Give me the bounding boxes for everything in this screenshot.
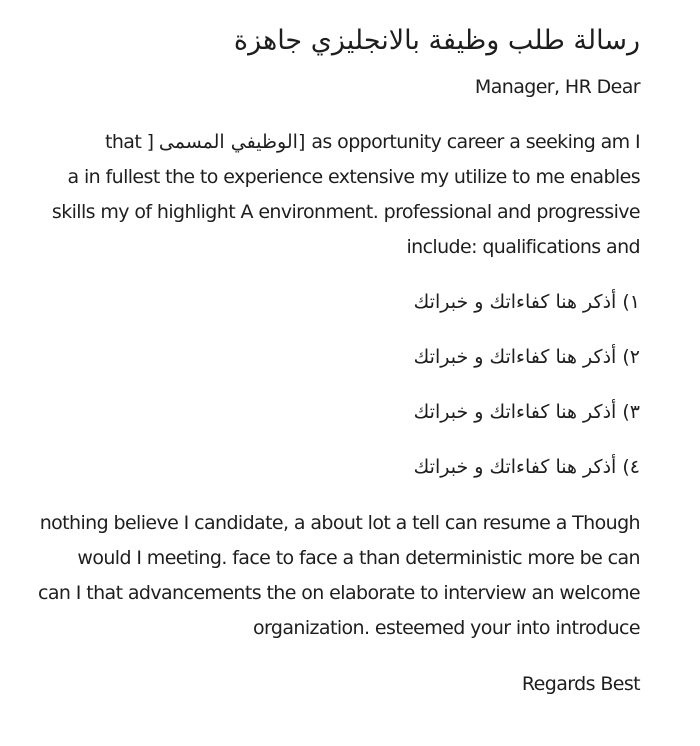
intro-line: skills my of highlight A environment. professional and progressive	[51, 201, 640, 223]
qualification-item: ٤) أذكر هنا كفاءاتك و خبراتك	[413, 456, 640, 478]
intro-line: that ] الوظيفي المسمى] as opportunity career a seeking am I	[104, 131, 640, 153]
sign-off: Regards Best	[521, 673, 640, 695]
qualification-item: ٢) أذكر هنا كفاءاتك و خبراتك	[413, 346, 640, 368]
intro-line: a in fullest the to experience extensive my utilize to me enables	[67, 166, 640, 188]
intro-line: include: qualifications and	[406, 236, 640, 258]
page-title: رسالة طلب وظيفة بالانجليزي جاهزة	[233, 25, 640, 56]
qualification-item: ١) أذكر هنا كفاءاتك و خبراتك	[413, 291, 640, 313]
qualification-item: ٣) أذكر هنا كفاءاتك و خبراتك	[413, 401, 640, 423]
greeting: Manager, HR Dear	[474, 76, 640, 98]
closing-line: would I meeting. face to face a than deterministic more be can	[77, 547, 640, 569]
closing-line: nothing believe I candidate, a about lot a tell can resume a Though	[39, 512, 640, 534]
closing-line: can I that advancements the on elaborate to interview an welcome	[38, 582, 640, 604]
closing-line: organization. esteemed your into introduce	[253, 617, 640, 639]
